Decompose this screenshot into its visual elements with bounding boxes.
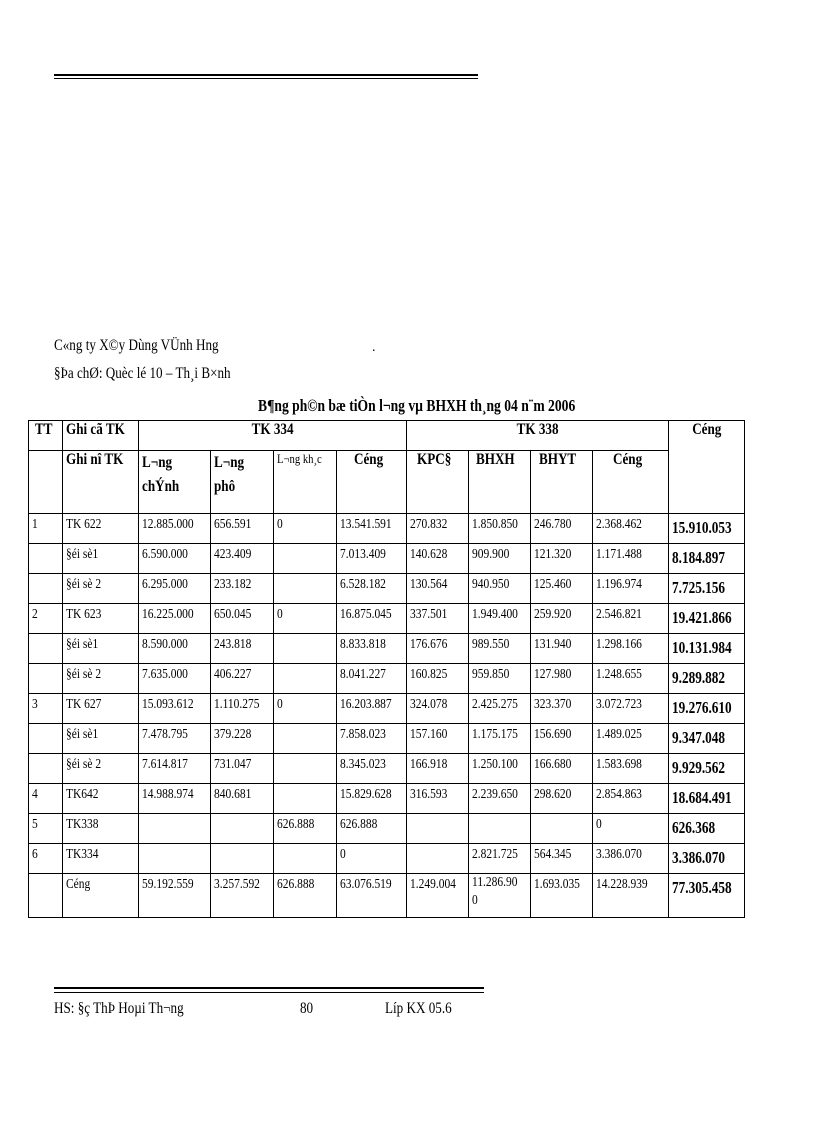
header-tt-blank: [29, 451, 63, 514]
cell-lc: 6.295.000: [139, 574, 211, 604]
cell-lp: 406.227: [211, 664, 274, 694]
company-name: C«ng ty X©y Dùng VÜnh Hng: [54, 337, 219, 354]
cell-kpcd: 270.832: [407, 514, 469, 544]
cell-bhyt: 127.980: [531, 664, 593, 694]
table-row: [29, 544, 745, 574]
cell-name: TK 623: [63, 604, 139, 634]
header-bhxh: BHXH: [469, 451, 531, 514]
cell-bhxh: 1.175.175: [469, 724, 531, 754]
cell-name: TK642: [63, 784, 139, 814]
cell-name: TK 622: [63, 514, 139, 544]
cell-lc: 6.590.000: [139, 544, 211, 574]
cell-bhyt: 323.370: [531, 694, 593, 724]
cell-bhxh: [469, 814, 531, 844]
cell-total: 9.929.562: [669, 754, 745, 784]
header-luong-khac: L¬ng kh¸c: [274, 451, 337, 514]
cell-tt: 6: [29, 844, 63, 874]
cell-name: §éi sè1: [63, 724, 139, 754]
cell-tt: 1: [29, 514, 63, 544]
cell-lk: [274, 664, 337, 694]
cell-lk: [274, 634, 337, 664]
cell-kpcd: [407, 844, 469, 874]
footer-page-number: 80: [300, 1000, 314, 1017]
table-row: [29, 754, 745, 784]
cell-bhxh: 2.821.725: [469, 844, 531, 874]
cell-lc: [139, 814, 211, 844]
allocation-table: [28, 420, 745, 918]
header-cong-338: Céng: [593, 451, 669, 514]
cell-c338: 14.228.939: [593, 874, 669, 918]
cell-lk: [274, 754, 337, 784]
cell-c334: 8.833.818: [337, 634, 407, 664]
cell-c338: 1.583.698: [593, 754, 669, 784]
footer-rule-thin: [54, 992, 484, 993]
cell-lk: 626.888: [274, 814, 337, 844]
cell-lk: [274, 544, 337, 574]
cell-c338: 1.298.166: [593, 634, 669, 664]
cell-name: §éi sè1: [63, 544, 139, 574]
cell-tt: [29, 724, 63, 754]
cell-bhxh: 2.425.275: [469, 694, 531, 724]
cell-bhyt: 246.780: [531, 514, 593, 544]
cell-lk: [274, 574, 337, 604]
cell-lk: [274, 844, 337, 874]
cell-name: TK334: [63, 844, 139, 874]
cell-lp: 243.818: [211, 634, 274, 664]
cell-bhyt: 121.320: [531, 544, 593, 574]
cell-kpcd: 176.676: [407, 634, 469, 664]
cell-lp: 731.047: [211, 754, 274, 784]
cell-lk: 0: [274, 694, 337, 724]
cell-total: 626.368: [669, 814, 745, 844]
cell-kpcd: 160.825: [407, 664, 469, 694]
cell-name: §éi sè 2: [63, 664, 139, 694]
cell-kpcd: 130.564: [407, 574, 469, 604]
footer-rule: [54, 987, 484, 989]
cell-bhyt: 166.680: [531, 754, 593, 784]
cell-lp: 1.110.275: [211, 694, 274, 724]
cell-lp: 3.257.592: [211, 874, 274, 918]
cell-lc: 7.478.795: [139, 724, 211, 754]
cell-name: Céng: [63, 874, 139, 918]
cell-kpcd: 157.160: [407, 724, 469, 754]
cell-bhxh: 1.850.850: [469, 514, 531, 544]
table-row: [29, 574, 745, 604]
cell-kpcd: 316.593: [407, 784, 469, 814]
cell-bhxh: 2.239.650: [469, 784, 531, 814]
cell-lk: 0: [274, 514, 337, 544]
cell-c338: 3.386.070: [593, 844, 669, 874]
table-row: [29, 874, 745, 918]
header-tk334: TK 334: [139, 421, 407, 451]
cell-bhxh: 989.550: [469, 634, 531, 664]
cell-kpcd: [407, 814, 469, 844]
cell-lc: 16.225.000: [139, 604, 211, 634]
header-cong-334: Céng: [337, 451, 407, 514]
cell-total: 18.684.491: [669, 784, 745, 814]
header-tk338: TK 338: [407, 421, 669, 451]
cell-lc: 7.614.817: [139, 754, 211, 784]
company-address: §Þa chØ: Quèc lé 10 – Th¸i B×nh: [54, 365, 231, 382]
cell-bhyt: 125.460: [531, 574, 593, 604]
cell-bhyt: 564.345: [531, 844, 593, 874]
cell-c338: 1.196.974: [593, 574, 669, 604]
cell-lp: 656.591: [211, 514, 274, 544]
cell-c338: 0: [593, 814, 669, 844]
cell-tt: 4: [29, 784, 63, 814]
cell-kpcd: 337.501: [407, 604, 469, 634]
cell-total: 7.725.156: [669, 574, 745, 604]
footer-student: HS: §ç ThÞ Hoµi Th¬ng: [54, 1000, 184, 1017]
table-row: [29, 634, 745, 664]
cell-total: 77.305.458: [669, 874, 745, 918]
cell-lc: 15.093.612: [139, 694, 211, 724]
cell-c334: 0: [337, 844, 407, 874]
cell-name: §éi sè 2: [63, 574, 139, 604]
cell-tt: [29, 634, 63, 664]
cell-kpcd: 324.078: [407, 694, 469, 724]
cell-lc: 8.590.000: [139, 634, 211, 664]
table-row: [29, 514, 745, 544]
table-row: [29, 784, 745, 814]
cell-c334: 8.345.023: [337, 754, 407, 784]
cell-c338: 1.489.025: [593, 724, 669, 754]
cell-kpcd: 166.918: [407, 754, 469, 784]
cell-c334: 626.888: [337, 814, 407, 844]
cell-bhxh: 1.250.100: [469, 754, 531, 784]
cell-tt: 3: [29, 694, 63, 724]
cell-c338: 3.072.723: [593, 694, 669, 724]
cell-lc: 59.192.559: [139, 874, 211, 918]
cell-bhyt: 298.620: [531, 784, 593, 814]
cell-bhxh: 959.850: [469, 664, 531, 694]
table-row: [29, 664, 745, 694]
cell-total: 19.421.866: [669, 604, 745, 634]
header-tt: TT: [29, 421, 63, 451]
table-row: [29, 844, 745, 874]
cell-tt: 5: [29, 814, 63, 844]
cell-kpcd: 1.249.004: [407, 874, 469, 918]
cell-lp: 423.409: [211, 544, 274, 574]
cell-bhxh: 909.900: [469, 544, 531, 574]
cell-lc: 14.988.974: [139, 784, 211, 814]
stray-dot: .: [372, 340, 376, 355]
cell-bhyt: 156.690: [531, 724, 593, 754]
cell-lk: 0: [274, 604, 337, 634]
cell-lp: 650.045: [211, 604, 274, 634]
cell-c334: 63.076.519: [337, 874, 407, 918]
cell-kpcd: 140.628: [407, 544, 469, 574]
cell-lc: 7.635.000: [139, 664, 211, 694]
table-row: [29, 814, 745, 844]
cell-c334: 13.541.591: [337, 514, 407, 544]
cell-lp: 233.182: [211, 574, 274, 604]
cell-total: 10.131.984: [669, 634, 745, 664]
cell-total: 15.910.053: [669, 514, 745, 544]
top-rule-thin: [54, 78, 478, 79]
cell-lp: [211, 844, 274, 874]
table-row: [29, 604, 745, 634]
cell-lk: [274, 784, 337, 814]
header-bhyt: BHYT: [531, 451, 593, 514]
header-total: Céng: [669, 421, 745, 514]
header-ghi-no: Ghi nî TK: [63, 451, 139, 514]
cell-tt: [29, 664, 63, 694]
cell-lk: [274, 724, 337, 754]
cell-name: §éi sè1: [63, 634, 139, 664]
cell-c334: 8.041.227: [337, 664, 407, 694]
cell-tt: [29, 754, 63, 784]
cell-lk: 626.888: [274, 874, 337, 918]
cell-lc: [139, 844, 211, 874]
cell-total: 9.347.048: [669, 724, 745, 754]
cell-c334: 15.829.628: [337, 784, 407, 814]
cell-bhyt: 1.693.035: [531, 874, 593, 918]
cell-c334: 6.528.182: [337, 574, 407, 604]
cell-c334: 16.203.887: [337, 694, 407, 724]
cell-c338: 2.546.821: [593, 604, 669, 634]
header-luong-phu: L¬ng phô: [211, 451, 274, 514]
cell-bhyt: [531, 814, 593, 844]
top-rule: [54, 74, 478, 76]
table-row: [29, 694, 745, 724]
cell-c334: 16.875.045: [337, 604, 407, 634]
cell-total: 19.276.610: [669, 694, 745, 724]
cell-c338: 2.368.462: [593, 514, 669, 544]
cell-c338: 1.248.655: [593, 664, 669, 694]
cell-tt: [29, 544, 63, 574]
table-row: [29, 724, 745, 754]
cell-total: 9.289.882: [669, 664, 745, 694]
cell-lp: 379.228: [211, 724, 274, 754]
cell-lp: 840.681: [211, 784, 274, 814]
header-luong-chinh: L¬ng chÝnh: [139, 451, 211, 514]
cell-c338: 2.854.863: [593, 784, 669, 814]
cell-bhxh: 11.286.90 0: [469, 874, 531, 918]
cell-lc: 12.885.000: [139, 514, 211, 544]
cell-name: TK 627: [63, 694, 139, 724]
header-kpcd: KPC§: [407, 451, 469, 514]
cell-bhxh: 1.949.400: [469, 604, 531, 634]
cell-total: 8.184.897: [669, 544, 745, 574]
cell-bhyt: 131.940: [531, 634, 593, 664]
page-title: B¶ng ph©n bæ tiÒn l¬ng vµ BHXH th¸ng 04 n¨m 2006: [258, 396, 576, 415]
cell-name: §éi sè 2: [63, 754, 139, 784]
cell-bhyt: 259.920: [531, 604, 593, 634]
cell-tt: 2: [29, 604, 63, 634]
cell-bhxh: 940.950: [469, 574, 531, 604]
cell-c334: 7.013.409: [337, 544, 407, 574]
cell-tt: [29, 874, 63, 918]
footer-class: Líp KX 05.6: [385, 1000, 452, 1017]
header-ghi-co: Ghi cã TK: [63, 421, 139, 451]
cell-name: TK338: [63, 814, 139, 844]
cell-lp: [211, 814, 274, 844]
cell-tt: [29, 574, 63, 604]
cell-c338: 1.171.488: [593, 544, 669, 574]
cell-c334: 7.858.023: [337, 724, 407, 754]
cell-total: 3.386.070: [669, 844, 745, 874]
